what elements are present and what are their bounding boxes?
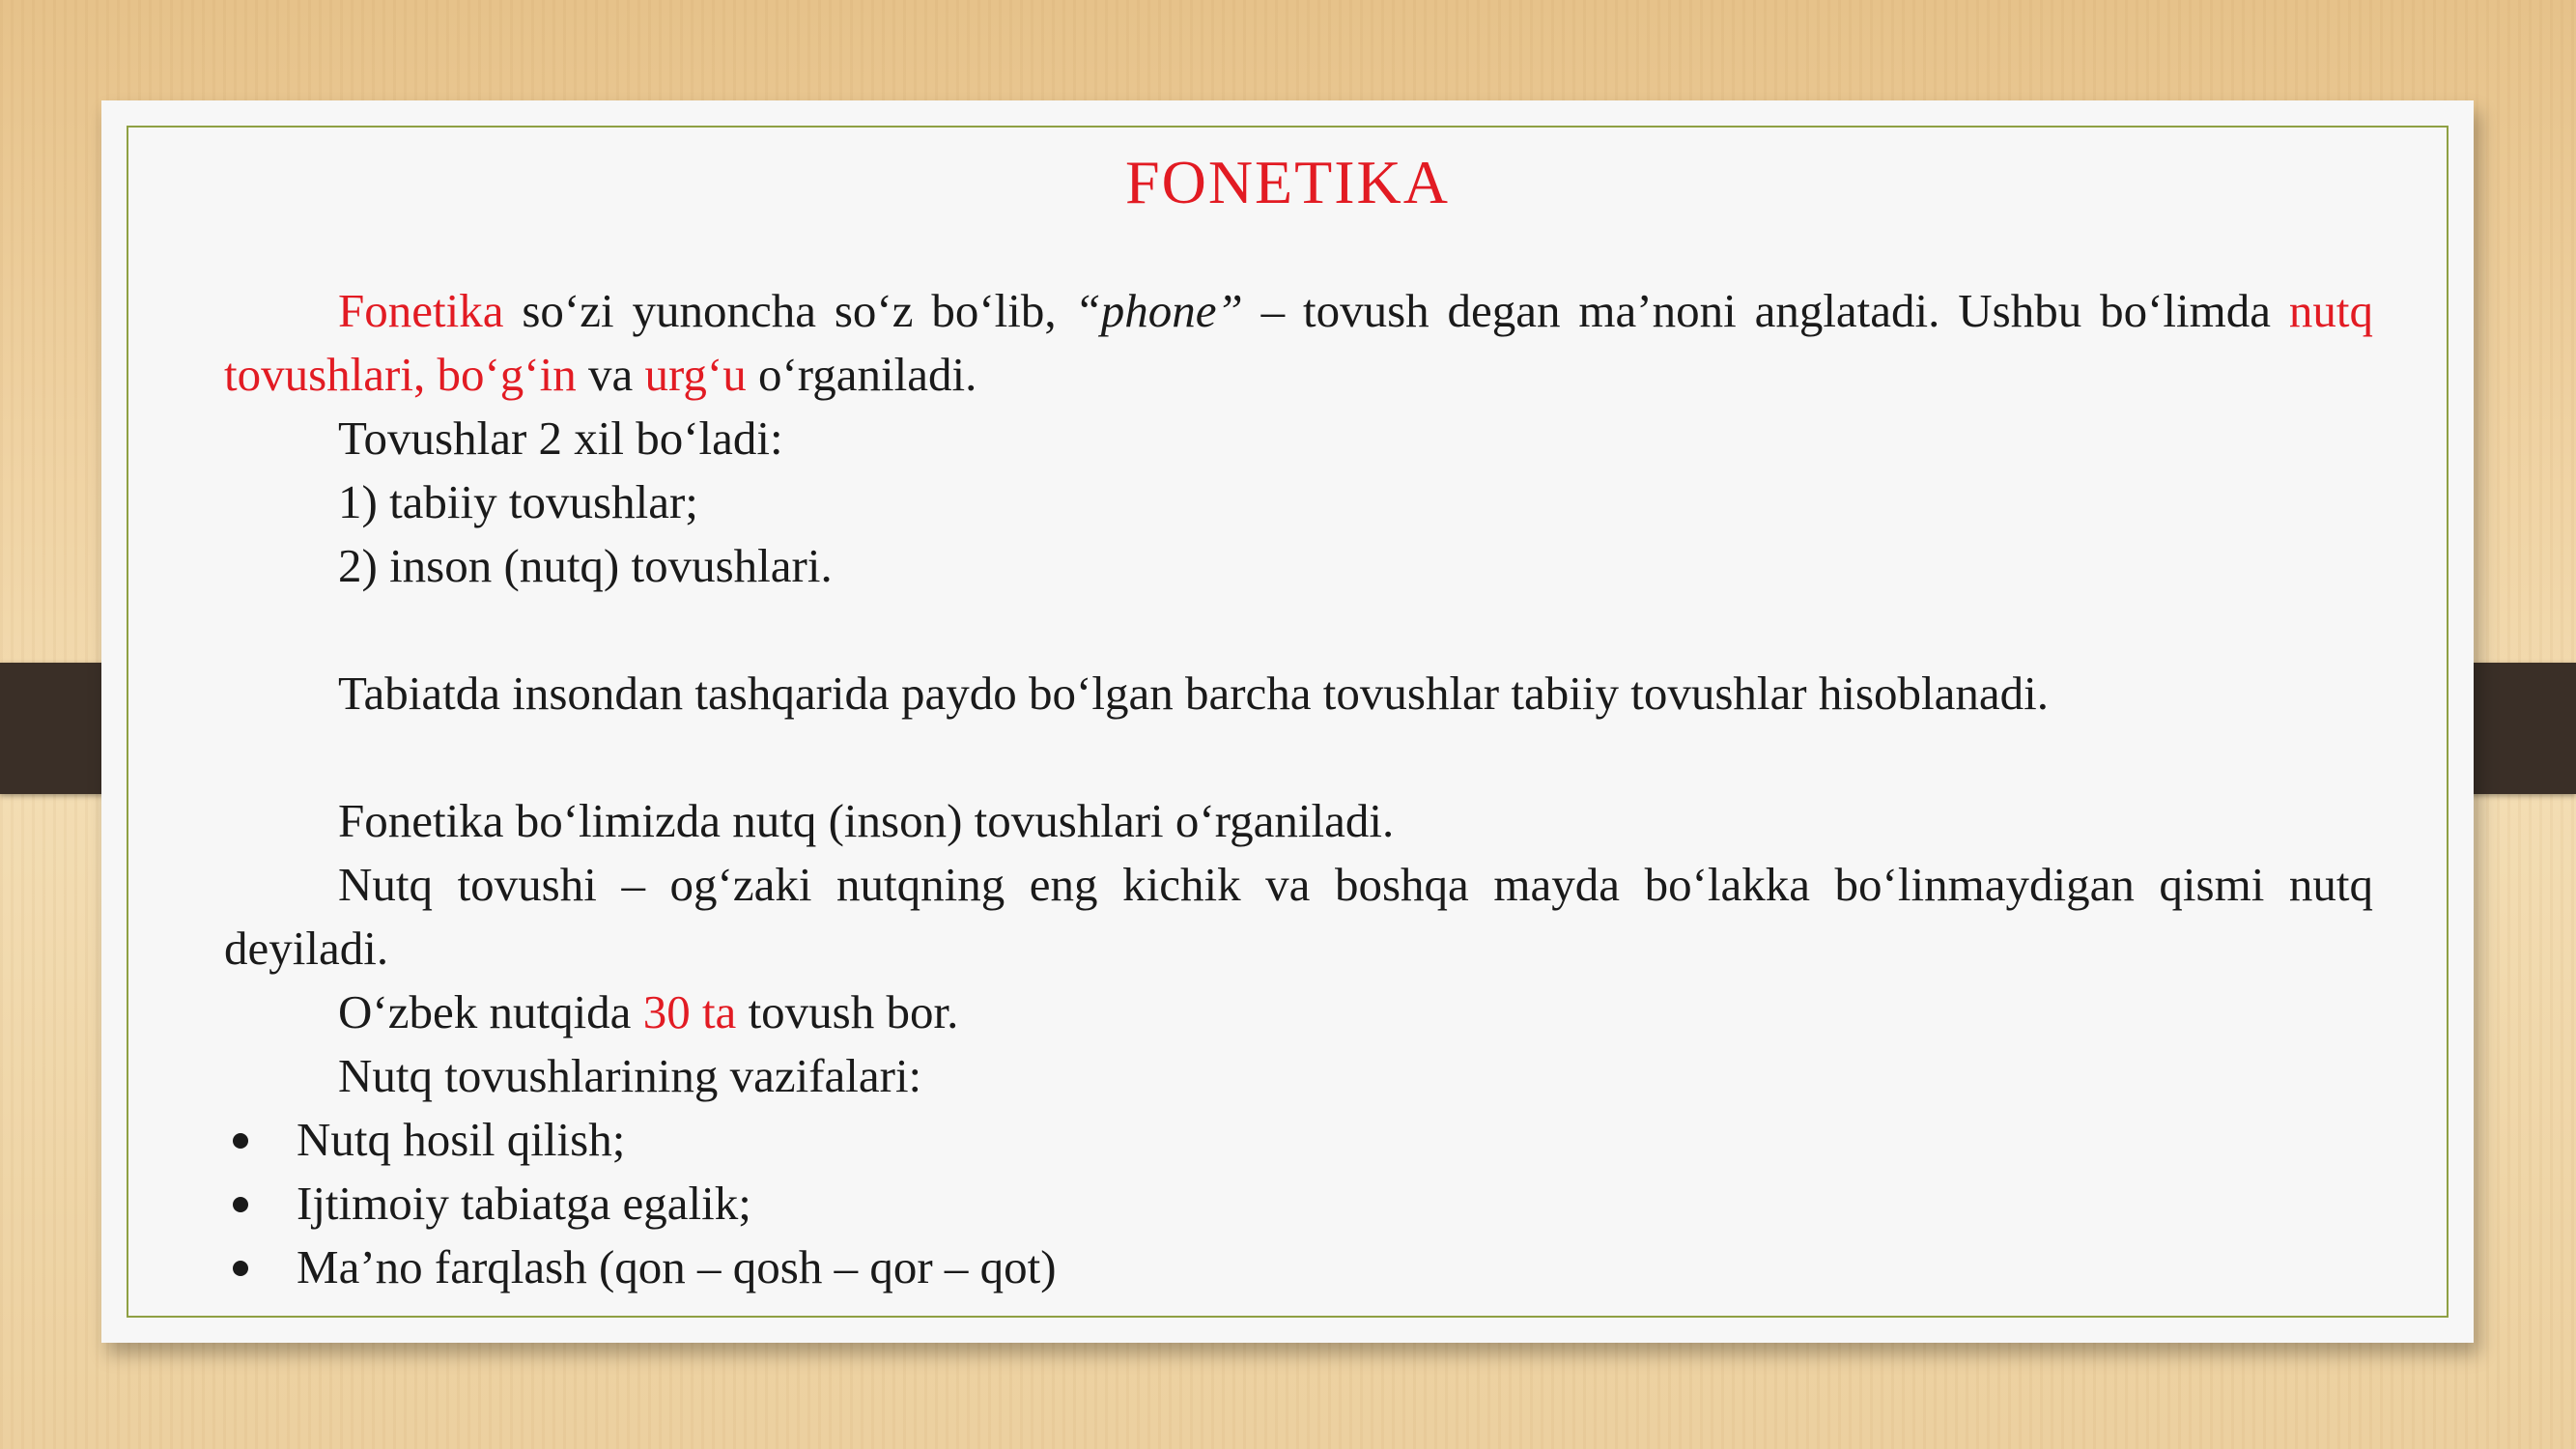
term-stress: urg‘u bbox=[644, 348, 747, 401]
list-item: Ma’no farqlash (qon – qosh – qor – qot) bbox=[224, 1236, 2373, 1299]
speech-sound-definition: Nutq tovushi – og‘zaki nutqning eng kichik va boshqa mayda bo‘lakka bo‘linmaydigan qismi nutq deyiladi. bbox=[224, 858, 2373, 975]
functions-title: Nutq tovushlarining vazifalari: bbox=[338, 1049, 922, 1102]
list-item: Nutq hosil qilish; bbox=[224, 1108, 2373, 1172]
term-fonetika: Fonetika bbox=[338, 284, 504, 337]
slide-content bbox=[224, 279, 2373, 1299]
section-note: Fonetika bo‘limizda nutq (inson) tovushlari o‘rganiladi. bbox=[338, 794, 1395, 847]
intro-paragraph: Fonetika so‘zi yunoncha so‘z bo‘lib, “phone” – tovush degan ma’noni anglatadi. Ushbu bo‘limda nutq tovushlari, bo‘g‘in va urg‘u o‘rganiladi. bbox=[224, 284, 2373, 401]
sound-count-line: O‘zbek nutqida 30 ta tovush bor. bbox=[338, 985, 959, 1038]
sound-count: 30 ta bbox=[642, 985, 737, 1038]
term-phone: “phone” bbox=[1074, 284, 1243, 337]
spacer bbox=[224, 725, 2373, 789]
functions-list bbox=[224, 1108, 2373, 1299]
bullet-icon bbox=[233, 1197, 248, 1212]
bullet-icon bbox=[233, 1133, 248, 1149]
slide-card bbox=[101, 100, 2474, 1343]
natural-sounds-definition: Tabiatda insondan tashqarida paydo bo‘lgan barcha tovushlar tabiiy tovushlar hisoblanadi. bbox=[338, 667, 2049, 720]
list-item: Ijtimoiy tabiatga egalik; bbox=[224, 1172, 2373, 1236]
bullet-icon bbox=[233, 1261, 248, 1276]
term-sounds-syllable: nutq tovushlari, bo‘g‘in bbox=[224, 284, 2373, 401]
spacer bbox=[224, 598, 2373, 662]
type-item-1: 1) tabiiy tovushlar; bbox=[338, 475, 698, 528]
types-intro: Tovushlar 2 xil bo‘ladi: bbox=[338, 412, 783, 465]
slide-title: FONETIKA bbox=[1125, 148, 1450, 216]
type-item-2: 2) inson (nutq) tovushlari. bbox=[338, 539, 833, 592]
